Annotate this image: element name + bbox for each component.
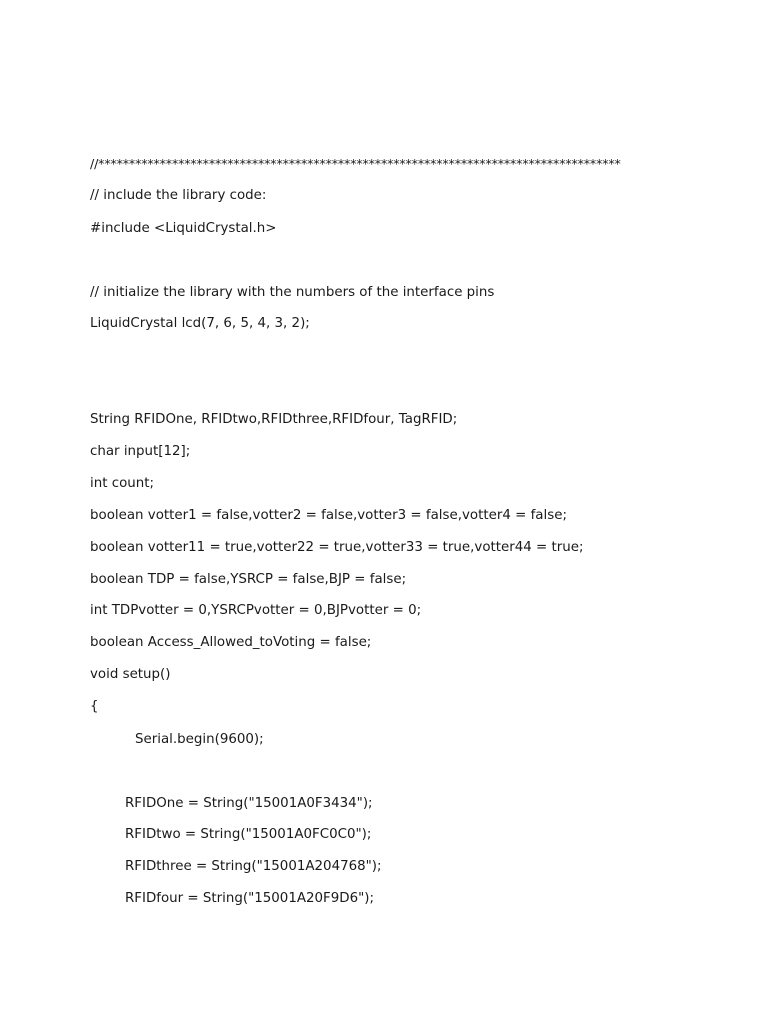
code-line: void setup() bbox=[90, 667, 171, 682]
code-line: boolean votter1 = false,votter2 = false,votter3 = false,votter4 = false; bbox=[90, 508, 567, 523]
code-line: RFIDtwo = String("15001A0FC0C0"); bbox=[125, 827, 372, 842]
code-line: int TDPvotter = 0,YSRCPvotter = 0,BJPvotter = 0; bbox=[90, 603, 422, 618]
code-comment-line: // include the library code: bbox=[90, 188, 267, 203]
code-include-line: #include <LiquidCrystal.h> bbox=[90, 221, 277, 236]
code-line: LiquidCrystal lcd(7, 6, 5, 4, 3, 2); bbox=[90, 316, 310, 331]
comment-separator-line: //************************************************************************************* bbox=[90, 156, 621, 171]
code-line: boolean Access_Allowed_toVoting = false; bbox=[90, 635, 372, 650]
code-line: char input[12]; bbox=[90, 444, 191, 459]
code-line: int count; bbox=[90, 476, 155, 491]
code-line: RFIDthree = String("15001A204768"); bbox=[125, 859, 382, 874]
code-line: { bbox=[90, 699, 99, 714]
code-line: boolean TDP = false,YSRCP = false,BJP = false; bbox=[90, 572, 407, 587]
code-comment-line: // initialize the library with the numbers of the interface pins bbox=[90, 285, 495, 300]
code-line: RFIDOne = String("15001A0F3434"); bbox=[125, 796, 373, 811]
code-line: boolean votter11 = true,votter22 = true,votter33 = true,votter44 = true; bbox=[90, 540, 584, 555]
code-line: Serial.begin(9600); bbox=[135, 732, 264, 747]
code-line: String RFIDOne, RFIDtwo,RFIDthree,RFIDfour, TagRFID; bbox=[90, 412, 458, 427]
code-line: RFIDfour = String("15001A20F9D6"); bbox=[125, 891, 374, 906]
